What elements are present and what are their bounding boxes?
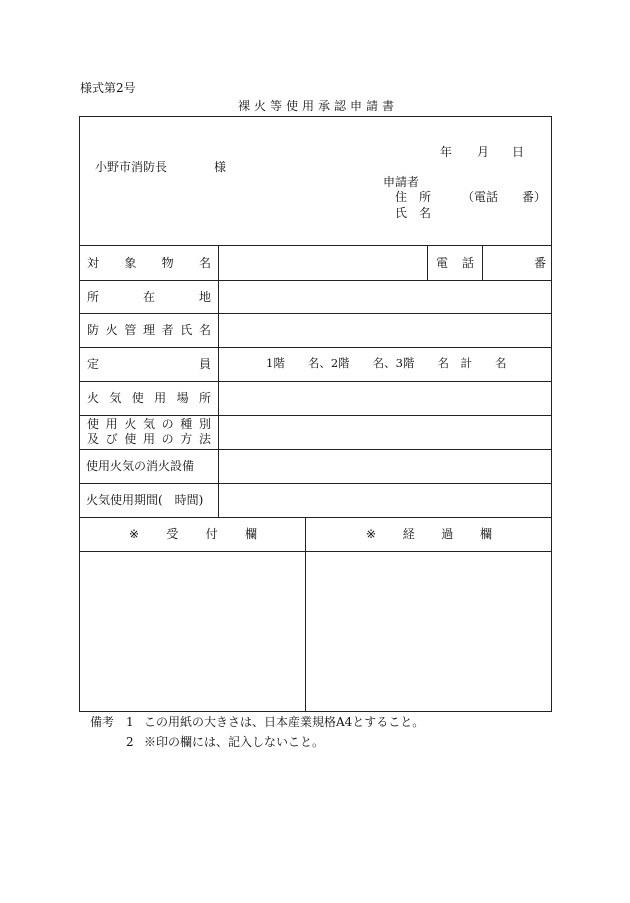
section-divider <box>305 517 306 712</box>
date-month: 月 <box>477 145 490 159</box>
applicant-label: 申請者 <box>383 175 420 189</box>
note-2-text: ※印の欄には、記入しないこと。 <box>144 735 325 749</box>
addressee-honorific: 様 <box>214 160 227 174</box>
form-title: 裸火等使用承認申請書 <box>238 99 399 113</box>
label-fire-place: 火 気 使 用 場 所 <box>87 391 211 405</box>
note-1-number: 1 <box>126 715 134 729</box>
date-day: 日 <box>512 145 525 159</box>
phone-value-divider <box>482 245 483 280</box>
label-extinguish: 使用火気の消火設備 <box>86 459 195 473</box>
applicant-name-label: 氏 名 <box>395 206 432 220</box>
progress-header: ※ 経 過 欄 <box>366 527 492 541</box>
label-location: 所 在 地 <box>87 290 211 304</box>
note-1-text: この用紙の大きさは、日本産業規格A4とすること。 <box>144 715 425 729</box>
note-2-number: 2 <box>126 735 134 749</box>
date-year: 年 <box>440 145 453 159</box>
applicant-address-label: 住 所 <box>395 190 432 204</box>
addressee-name: 小野市消防長 <box>95 160 168 174</box>
capacity-value: 1階 名、2階 名、3階 名 計 名 <box>266 356 507 370</box>
notes-label: 備考 <box>90 715 115 729</box>
row-divider <box>79 551 552 552</box>
phone-column-divider <box>427 245 428 280</box>
row-divider <box>79 381 552 382</box>
row-divider <box>79 483 552 484</box>
label-type-line1: 使 用 火 気 の 種 別 <box>87 417 211 431</box>
label-phone: 電 話 <box>436 256 474 270</box>
label-target-name: 対 象 物 名 <box>87 256 211 270</box>
label-capacity: 定 員 <box>87 357 211 371</box>
form-number: 様式第2号 <box>80 81 136 95</box>
reception-header: ※ 受 付 欄 <box>129 527 257 541</box>
applicant-phone: （電話 番） <box>462 190 547 204</box>
form-outer-border <box>79 116 552 712</box>
row-divider <box>79 449 552 450</box>
row-divider <box>79 517 552 518</box>
phone-suffix: 番 <box>534 256 547 270</box>
label-type-line2: 及 び 使 用 の 方 法 <box>87 432 211 446</box>
row-divider <box>79 280 552 281</box>
label-column-divider <box>218 245 219 517</box>
label-fire-manager: 防 火 管 理 者 氏 名 <box>87 323 211 337</box>
row-divider <box>79 347 552 348</box>
row-divider <box>79 415 552 416</box>
row-divider <box>79 313 552 314</box>
label-period: 火気使用期間( 時間) <box>86 493 204 507</box>
